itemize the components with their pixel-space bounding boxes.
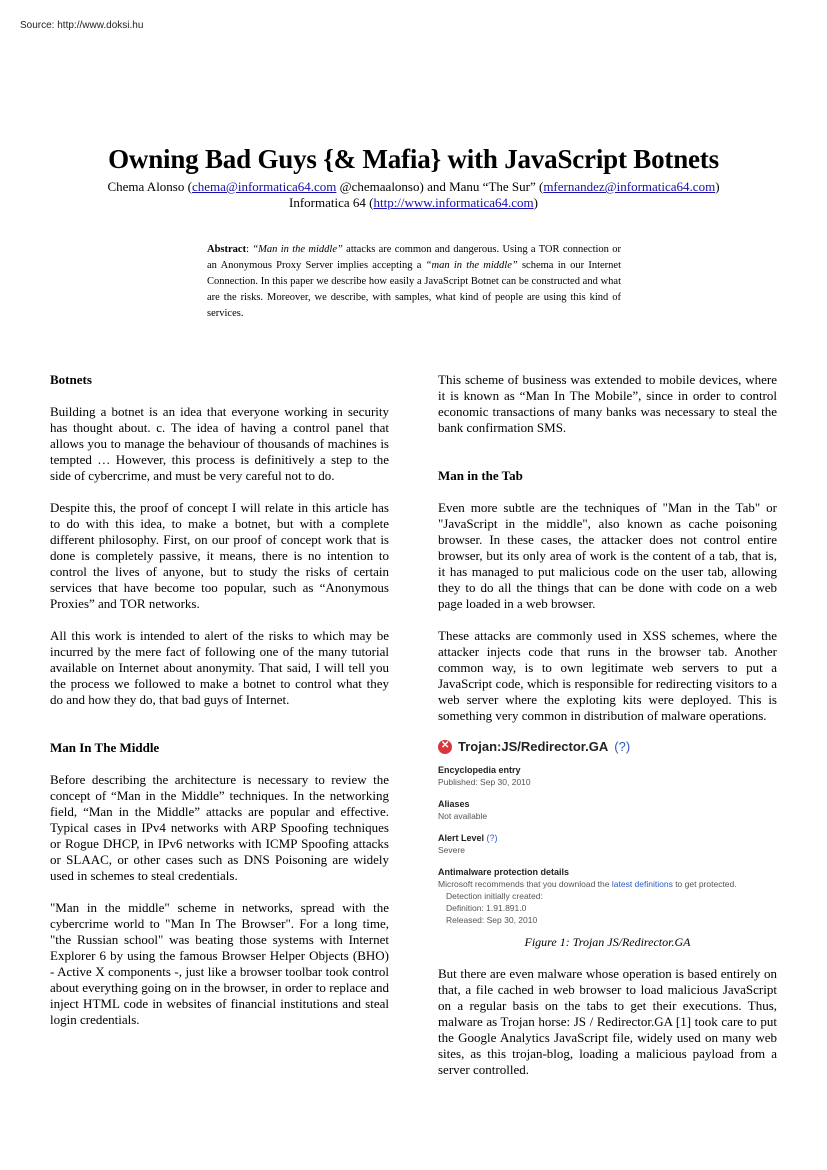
- author-text-2: @chemaalonso) and Manu “The Sur” (: [336, 179, 544, 194]
- abstract-text: schema in our Internet Connection. In this paper we describe how easily a JavaScript Botnet can be constructed and what are the risks. Moreover, we describe, with samples, what kind of people are using this kind of services.: [207, 260, 621, 319]
- aliases-value: Not available: [438, 811, 488, 821]
- published-date: Published: Sep 30, 2010: [438, 777, 531, 787]
- right-column: [438, 372, 777, 1094]
- paper-title: Owning Bad Guys {& Mafia} with JavaScript Botnets: [108, 144, 719, 174]
- figure-screenshot: [438, 740, 777, 926]
- section-heading-man-in-tab: Man in the Tab: [438, 468, 523, 483]
- org-end: ): [533, 195, 538, 210]
- latest-definitions-link[interactable]: latest definitions: [611, 879, 673, 889]
- paragraph: But there are even malware whose operation is based entirely on that, a file cached in web browser to load malicious JavaScript on a regular basis on the tabs to get their executions. Thus, malware as Trojan horse: JS / Redirector.GA [1] took care to put the Google Analytics JavaScript file, widely used on many web sites, as this trojan-blog, loading a malicious payload from a server controlled.: [438, 966, 777, 1077]
- paragraph: "Man in the middle" scheme in networks, spread with the cybercrime world to "Man In The Browser". For a long time, "the Russian school" was beating those systems with Internet Explorer 6 by using the famous Browser Helper Objects (BHO) - Active X components -, just like a browser toolbar took control about everything going on in the browser, in order to replace and inject HTML code in websites of financial institutions and steal login credentials.: [50, 900, 389, 1027]
- paragraph: Before describing the architecture is necessary to review the concept of “Man in the Middle” techniques. In the networking field, “Man in the Middle” attacks are popular and effective. Typical cases in IPv4 networks with ARP Spoofing techniques or Rogue DHCP, in IPv6 networks with ICMP Spoofing attacks or SLAAC, or other cases such as DNS Poisoning are widely used in schemes to steal credentials.: [50, 772, 389, 883]
- threat-icon: [438, 740, 452, 754]
- detection-created: Detection initially created:: [446, 891, 543, 901]
- paragraph: Despite this, the proof of concept I will relate in this article has to do with this idea, to make a botnet, but with a complete different philosophy. First, on our proof of concept work that is done is completely passive, it means, there is no intention to control the lives of anyone, but to study the risks of certain services that have become too popular, such as “Anonymous Proxies” and TOR networks.: [50, 500, 389, 611]
- org-url-link[interactable]: http://www.informatica64.com: [373, 195, 534, 210]
- paragraph: This scheme of business was extended to mobile devices, where it is known as “Man In The Mobile”, since in order to control economic transactions of many banks was necessary to steal the bank confirmation SMS.: [438, 372, 777, 435]
- definition-version: Definition: 1.91.891.0: [446, 903, 527, 913]
- antimalware-label: Antimalware protection details: [438, 867, 570, 877]
- paragraph: Even more subtle are the techniques of "Man in the Tab" or "JavaScript in the middle", also known as cache poisoning browser. In these cases, the attacker does not control entire browser, but its only area of work is the content of a tab, that is, it has managed to put malicious code on the user tab, allowing they to do all the things that can be done with code on a web page loaded in a web browser.: [438, 500, 777, 611]
- email-link-2[interactable]: mfernandez@informatica64.com: [543, 179, 716, 194]
- author-text: Chema Alonso (: [107, 179, 192, 194]
- org-text: Informatica 64 (: [289, 195, 374, 210]
- abstract-italic: “Man in the middle”: [252, 244, 343, 255]
- released-date: Released: Sep 30, 2010: [446, 915, 538, 925]
- figure-caption: Figure 1: Trojan JS/Redirector.GA: [524, 935, 691, 949]
- section-heading-botnets: Botnets: [50, 372, 92, 387]
- alert-level-label: [438, 832, 777, 844]
- anti-text: Microsoft recommends that you download the: [438, 879, 612, 889]
- aliases-label: Aliases: [438, 799, 470, 809]
- figure-title-row: [438, 740, 777, 754]
- paragraph: All this work is intended to alert of the risks to which may be incurred by the mere fact of following one of the many tutorial available on Internet about anonymity. That said, I will tell you the process we followed to make a botnet to control what they do and how they do, that bad guys of Internet.: [50, 628, 389, 707]
- abstract-text: :: [246, 244, 253, 255]
- paragraph: These attacks are commonly used in XSS schemes, where the attacker injects code that runs in the browser tab. Another common way, is to own legitimate web servers to put a JavaScript code, which is responsible for redirecting visitors to a web server where the exploting kits were deployed. This is something very common in distribution of malware operations.: [438, 628, 777, 723]
- author-block: [0, 179, 827, 211]
- encyclopedia-label: Encyclopedia entry: [438, 765, 521, 775]
- abstract-label: Abstract: [207, 244, 247, 255]
- abstract-text: attacks are common and dangerous. Using a TOR connection or an Anonymous Proxy Server implies accepting a: [207, 244, 621, 271]
- email-link-1[interactable]: chema@informatica64.com: [191, 179, 337, 194]
- abstract-italic: “man in the middle”: [425, 260, 518, 271]
- alert-help-link[interactable]: (?): [486, 833, 498, 843]
- anti-text-2: to get protected.: [672, 879, 737, 889]
- paragraph: Building a botnet is an idea that everyone working in security has thought about. c. The idea of having a control panel that allows you to manage the behaviour of thousands of machines is tempted … However, this process is definitively a step to the side of cybercrime, and must be very careful not to do.: [50, 404, 389, 483]
- author-text-3: ): [715, 179, 720, 194]
- antimalware-text: [438, 878, 777, 890]
- source-note: Source: http://www.doksi.hu: [20, 20, 144, 31]
- section-heading-mitm: Man In The Middle: [50, 740, 160, 755]
- abstract: [207, 242, 621, 322]
- threat-name: Trojan:JS/Redirector.GA: [458, 739, 609, 754]
- alert-level-value: Severe: [438, 845, 465, 855]
- left-column: [50, 372, 389, 1044]
- alert-label-text: Alert Level: [438, 833, 485, 843]
- help-link[interactable]: (?): [614, 739, 631, 754]
